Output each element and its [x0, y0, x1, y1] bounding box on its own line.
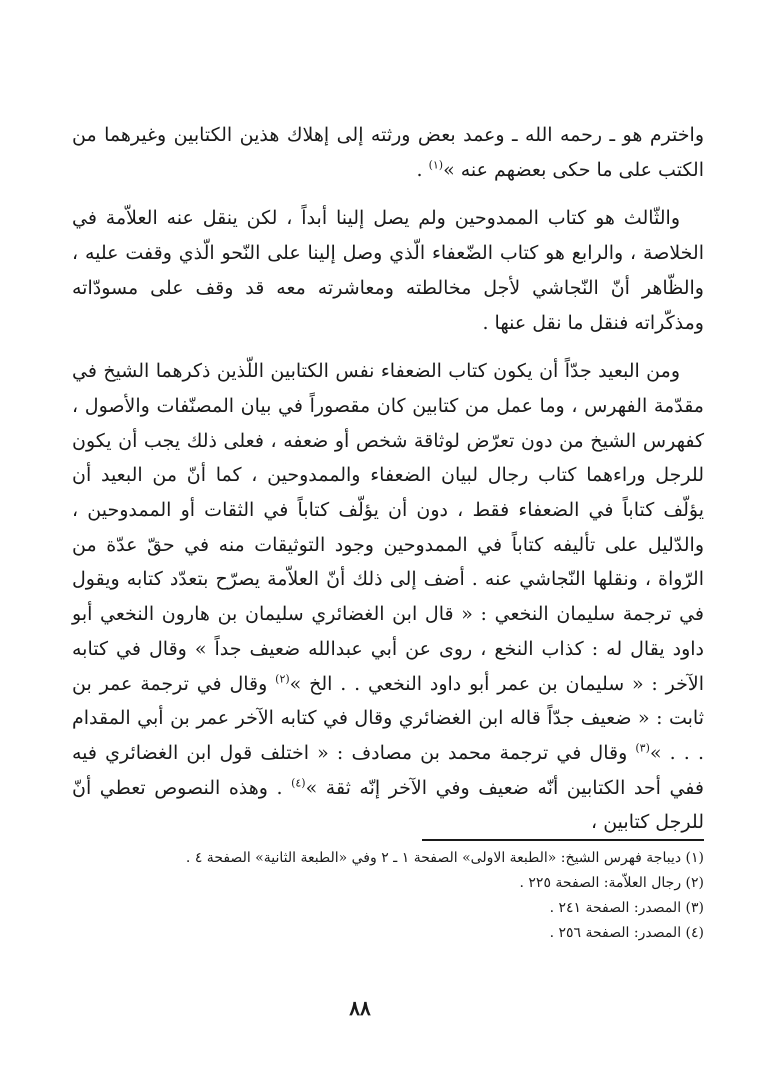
- footnote-ref: (٣): [635, 741, 650, 755]
- paragraph: [72, 354, 704, 840]
- footnote-divider: [422, 839, 704, 841]
- footnotes: [100, 846, 704, 946]
- paragraph-text: وقال في ترجمة عمر بن ثابت : « ضعيف جدّاً قاله ابن الغضائري وقال في كتابه الآخر عمر بن أبي المقدام . . . »: [72, 672, 704, 764]
- paragraph-text: وقال في ترجمة محمد بن مصادف : « اختلف قول ابن الغضائري فيه ففي أحد الكتابين أنّه ضعيف وفي الآخر إنّه ثقة »: [72, 741, 704, 799]
- footnote-ref: (٢): [275, 672, 290, 686]
- footnote-ref: (١): [428, 158, 444, 172]
- footnote-ref: (٤): [291, 776, 306, 790]
- paragraph-text: والثّالث هو كتاب الممدوحين ولم يصل إلينا أبداً ، لكن ينقل عنه العلاّمة في الخلاصة ، والرابع هو كتاب الضّعفاء الّذي وصل إلينا على النّحو الّذي وقفت عليه ، والظّاهر أنّ النّجاشي لأجل مخالطته ومعاشرته معه قد وقف على مسودّاته ومذكّراته فنقل ما نقل عنها .: [72, 207, 704, 334]
- paragraph: [72, 201, 704, 340]
- footnote: (١) ديباجة فهرس الشيخ: «الطبعة الاولى» الصفحة ١ ـ ٢ وفي «الطبعة الثانية» الصفحة ٤ .: [185, 850, 704, 866]
- footnote: (٤) المصدر: الصفحة ٢٥٦ .: [549, 925, 704, 941]
- paragraph-text: . وهذه النصوص تعطي أنّ للرجل كتابين ،: [72, 776, 704, 834]
- paragraph-text: ومن البعيد جدّاً أن يكون كتاب الضعفاء نفس الكتابين اللّذين ذكرهما الشيخ في مقدّمة الفهرس ، وما عمل من كتابين كان مقصوراً في بيان المصنّفات والأصول ، كفهرس الشيخ من دون تعرّض لوثاقة شخص أو ضعفه ، فعلى ذلك يجب أن يكون للرجل وراءهما كتاب رجال لبيان الضعفاء والممدوحين ، كما أنّ من البعيد أن يؤلّف كتاباً في الضعفاء فقط ، دون أن يؤلّف كتاباً في الثقات أو الممدوحين ، والدّليل على تأليفه كتاباً في الممدوحين وجود التوثيقات منه في حقّ عدّة من الرّواة ، ونقلها النّجاشي عنه . أضف إلى ذلك أنّ العلاّمة يصرّح بتعدّد كتابه ويقول في ترجمة سليمان النخعي : « قال ابن الغضائري سليمان بن هارون النخعي أبو داود يقال له : كذاب النخع ، روى عن أبي عبدالله ضعيف جداً » وقال في كتابه الآخر : « سليمان بن عمر أبو داود النخعي . . الخ »: [72, 360, 704, 695]
- footnote: (٢) رجال العلاّمة: الصفحة ٢٢٥ .: [519, 875, 704, 891]
- paragraph: [72, 118, 704, 187]
- main-text: [72, 118, 704, 840]
- page-number: ٨٨: [349, 996, 371, 1020]
- paragraph-text: واخترم هو ـ رحمه الله ـ وعمد بعض ورثته إلى إهلاك هذين الكتابين وغيرهما من الكتب على ما حكى بعضهم عنه »: [72, 124, 704, 181]
- footnote: (٣) المصدر: الصفحة ٢٤١ .: [549, 900, 704, 916]
- paragraph-tail: .: [416, 158, 429, 181]
